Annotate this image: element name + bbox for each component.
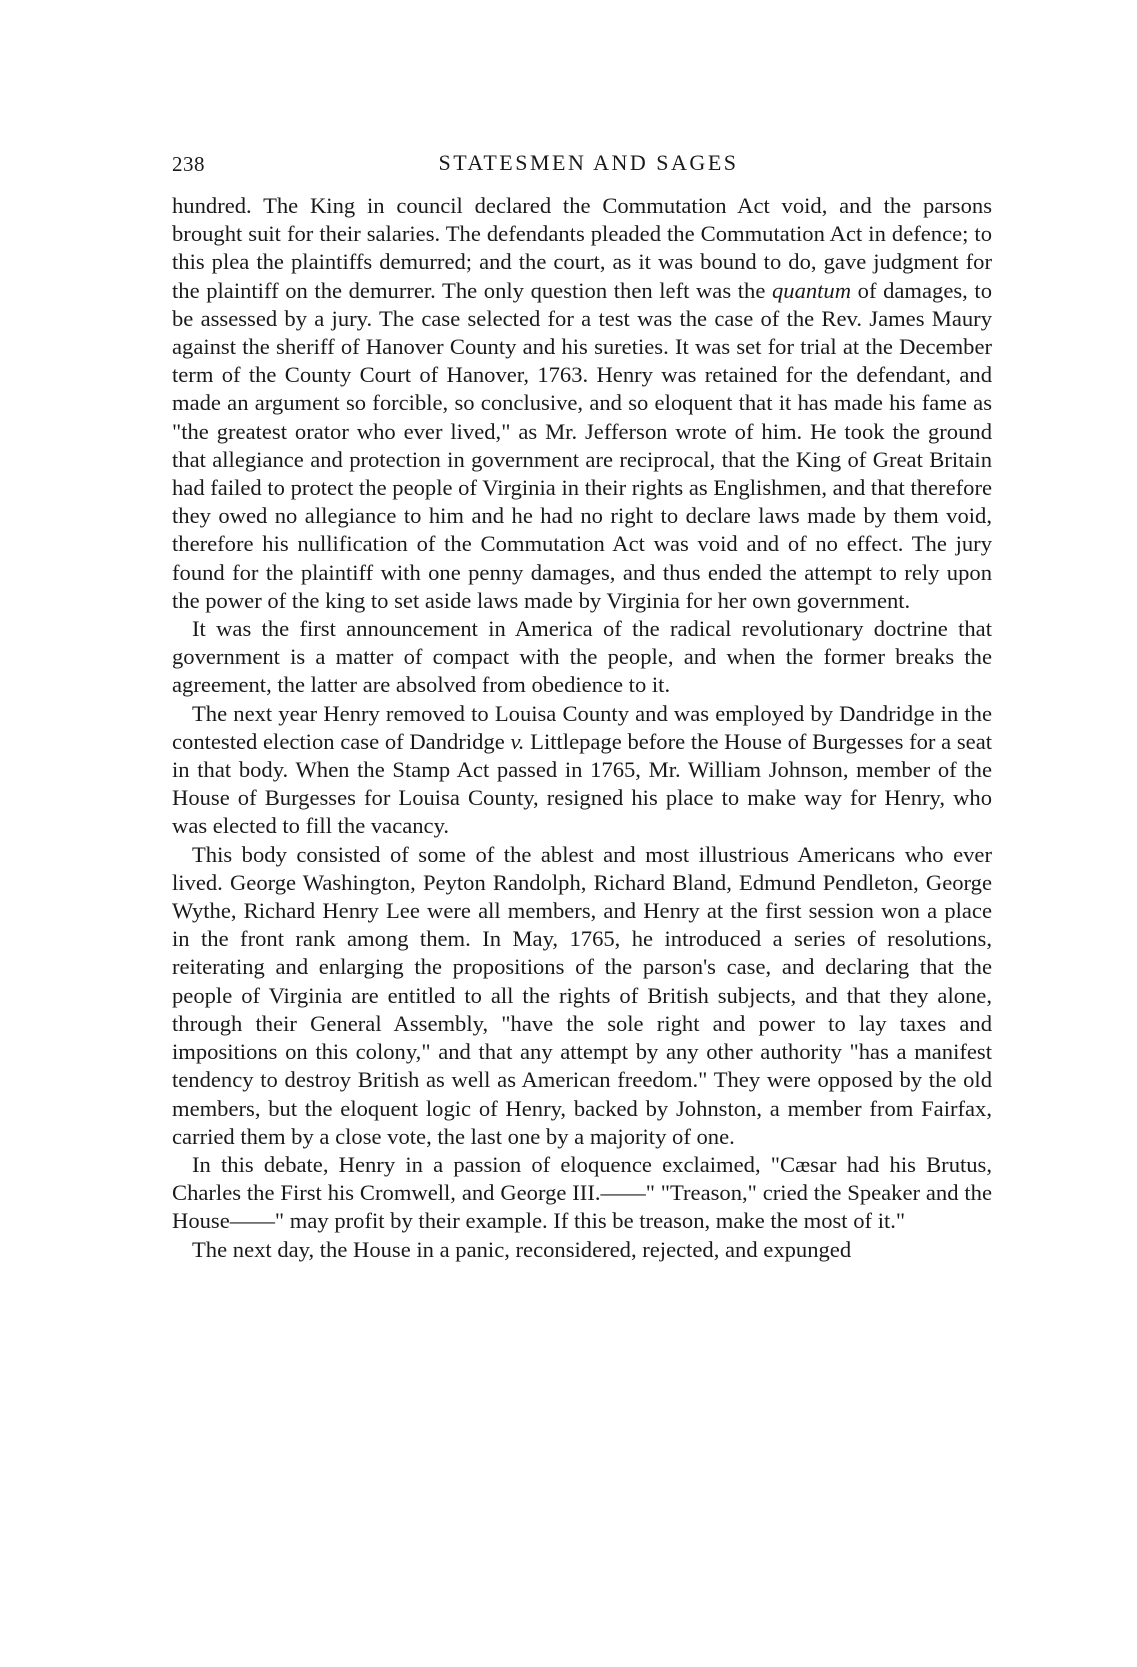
italic-versus: v.	[510, 728, 525, 754]
italic-quantum: quantum	[771, 277, 852, 303]
paragraph-1-text-b: of damages, to be assessed by a jury. The case selected for a test was the case of the Rev. James Maury against the sheriff of Hanover County and his sureties. It was set for trial at the December term of the County Court of Hanover, 1763. Henry was retained for the defendant, and made an argument so forcible, so conclusive, and so eloquent that it has made his fame as "the greatest orator who ever lived," as Mr. Jefferson wrote of him. He took the ground that allegiance and protection in government are reciprocal, that the King of Great Britain had failed to protect the people of Virginia in their rights as Englishmen, and that therefore they owed no allegiance to him and he had no right to declare laws made by them void, therefore his nullification of the Commutation Act was void and of no effect. The jury found for the plaintiff with one penny damages, and thus ended the attempt to rely upon the power of the king to set aside laws made by Virginia for her own government.	[172, 277, 992, 613]
running-head-title: STATESMEN AND SAGES	[438, 150, 739, 175]
paragraph-3-text-b: Littlepage before the House of Burgesses for a seat in that body. When the Stamp Act passed in 1765, Mr. William Johnson, member of the House of Burgesses for Louisa County, resigned his place to make way for Henry, who was elected to fill the vacancy.	[172, 728, 992, 839]
page-number: 238	[172, 152, 205, 176]
paragraph-3-text-a: The next year Henry removed to Louisa County and was employed by Dandridge in the contested election case of Dandridge	[172, 700, 992, 754]
body-text	[172, 192, 992, 1264]
paragraph-3	[172, 700, 992, 841]
paragraph-4: This body consisted of some of the ablest and most illustrious Americans who ever lived. George Washington, Peyton Randolph, Richard Bland, Edmund Pendleton, George Wythe, Richard Henry Lee were all members, and Henry at the first session won a place in the front rank among them. In May, 1765, he introduced a series of resolutions, reiterating and enlarging the propositions of the parson's case, and declaring that the people of Virginia are entitled to all the rights of British subjects, and that they alone, through their General Assembly, "have the sole right and power to lay taxes and impositions on this colony," and that any attempt by any other authority "has a manifest tendency to destroy British as well as American freedom." They were opposed by the old members, but the eloquent logic of Henry, backed by Johnston, a member from Fairfax, carried them by a close vote, the last one by a majority of one.	[172, 841, 992, 1149]
paragraph-5: In this debate, Henry in a passion of eloquence exclaimed, "Cæsar had his Brutus, Charles the First his Cromwell, and George III.——" "Treason," cried the Speaker and the House——" may profit by their example. If this be treason, make the most of it."	[172, 1151, 992, 1234]
paragraph-1	[172, 192, 992, 615]
paragraph-1-text-a: hundred. The King in council declared the Commutation Act void, and the parsons brought suit for their salaries. The defendants pleaded the Commutation Act in defence; to this plea the plaintiffs demurred; and the court, as it was bound to do, gave judgment for the plaintiff on the demurrer. The only question then left was the	[172, 193, 992, 303]
paragraph-2: It was the first announcement in America of the radical revolutionary doctrine that government is a matter of compact with the people, and when the former breaks the agreement, the latter are absolved from obedience to it.	[172, 616, 992, 698]
paragraph-6: The next day, the House in a panic, reconsidered, rejected, and expunged	[192, 1236, 852, 1262]
